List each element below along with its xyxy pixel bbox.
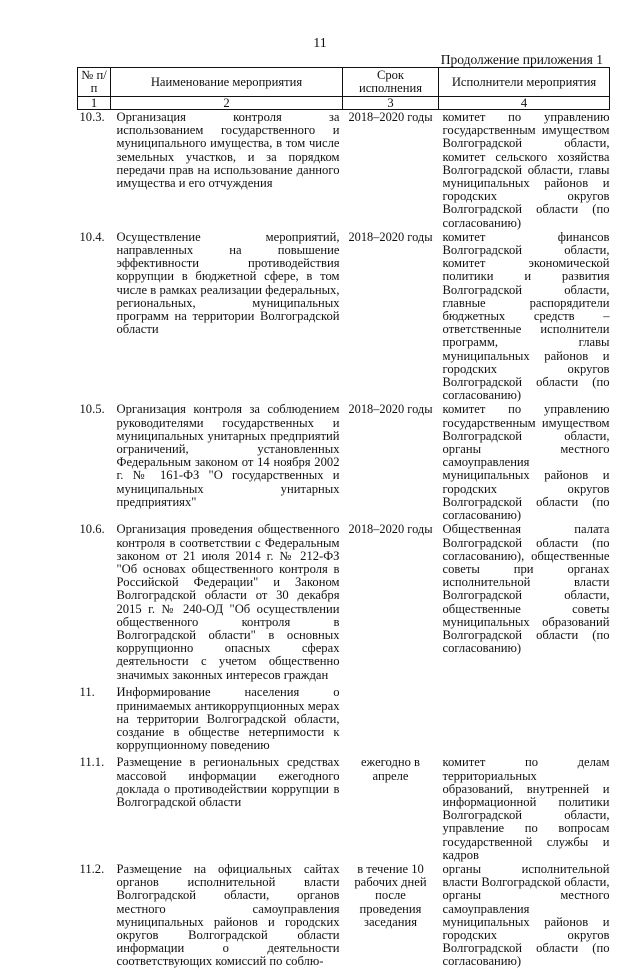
column-number: 2 (111, 97, 343, 110)
table-row (78, 402, 610, 522)
activities-table (77, 67, 610, 969)
activity-executors: комитет финансов Волгоградской области, комитет экономической политики и развития Волгоградской области, главные распорядители бюджетных средств – ответственные исполнители программ, главы муниципальных районов и городских округов Волгоградской области (по согласованию) (442, 229, 610, 403)
row-number: 10.4. (79, 229, 105, 244)
column-number: 4 (439, 97, 610, 110)
activity-executors: комитет по управлению государственным имуществом Волгоградской области, органы местного самоуправления муниципальных районов и городских округов Волгоградской области (по согласованию) (442, 402, 610, 523)
activity-executors: органы исполнительной власти Волгоградской области, органы местного самоуправления муниципальных районов и городских округов Волгоградской области (по согласованию) (442, 861, 610, 969)
activity-name: Организация контроля за соблюдением руководителями государственных и муниципальных унитарных предприятий ограничений, установленных Федеральным законом от 14 ноября 2002 г. № 161-ФЗ "О государственных и муниципальных унитарных предприятиях" (116, 402, 340, 509)
table-row (78, 230, 610, 403)
row-number: 11. (79, 685, 95, 700)
header-term: Срок исполнения (343, 68, 439, 97)
table-row (78, 110, 610, 230)
activity-name: Организация контроля за использованием государственного и муниципального имущества, в том числе земельных участков, и за порядком передачи прав на использование данного имущества и его отчуждения (116, 110, 340, 191)
header-executors: Исполнители мероприятия (439, 68, 610, 97)
activity-name: Осуществление мероприятий, направленных на повышение эффективности противодействия коррупции в бюджетной сфере, в том числе в рамках реализации федеральных, региональных, муниципальных программ на территории Волгоградской области (116, 229, 340, 337)
activity-name: Размещение в региональных средствах массовой информации ежегодного доклада о противодействии коррупции в Волгоградской области (116, 755, 340, 809)
column-number-row (78, 97, 610, 110)
page-number: 11 (313, 36, 327, 51)
table-row (78, 522, 610, 685)
row-number: 11.1. (79, 755, 105, 770)
column-number: 3 (343, 97, 439, 110)
table-row (78, 862, 610, 969)
continuation-note: Продолжение приложения 1 (440, 52, 603, 67)
header-num: № п/п (78, 68, 111, 97)
table-header-row (78, 68, 610, 97)
activity-executors: Общественная палата Волгоградской области (по согласованию), общественные советы при органах исполнительной власти Волгоградской области, общественные советы муниципальных образований Волгоградской области (по согласованию) (442, 522, 610, 656)
row-number: 11.2. (79, 861, 105, 876)
activity-term (343, 685, 439, 755)
activity-executors: комитет по делам территориальных образований, внутренней и информационной политики Волгоградской области, управление по вопросам государственной службы и кадров (442, 755, 610, 862)
header-name: Наименование мероприятия (111, 68, 343, 97)
activity-executors: комитет по управлению государственным имуществом Волгоградской области, комитет сельского хозяйства Волгоградской области, главы муниципальных районов и городских округов Волгоградской области (по согласованию) (442, 110, 610, 230)
activity-term: в течение 10 рабочих дней после проведения заседания (354, 861, 427, 929)
activity-name: Размещение на официальных сайтах органов исполнительной власти Волгоградской области, органов местного самоуправления муниципальных районов и городских округов Волгоградской области информации о деятельности соответствующих комиссий по соблю- (116, 861, 340, 969)
activity-term: 2018–2020 годы (348, 110, 433, 124)
activity-name: Организация проведения общественного контроля в соответствии с Федеральным законом от 21 июля 2014 г. № 212-ФЗ "Об основах общественного контроля в Российской Федерации" и Законом Волгоградской области от 30 декабря 2015 г. № 240-ОД "Об осуществлении общественного контроля в Волгоградской области" в основных коррупционно опасных сферах деятельности с учетом общественно значимых законных интересов граждан (116, 522, 340, 682)
activity-term: ежегодно в апреле (360, 755, 421, 783)
activity-executors (439, 685, 610, 755)
row-number: 10.6. (79, 522, 105, 537)
activity-term: 2018–2020 годы (348, 522, 433, 537)
row-number: 10.5. (79, 402, 105, 417)
table-row (78, 755, 610, 862)
activity-name: Информирование населения о принимаемых антикоррупционных мерах на территории Волгоградской области, создание в обществе нетерпимости к коррупционному поведению (116, 685, 340, 753)
activity-term: 2018–2020 годы (348, 229, 433, 244)
row-number: 10.3. (79, 110, 105, 124)
table-row (78, 685, 610, 755)
activity-term: 2018–2020 годы (348, 402, 433, 417)
column-number: 1 (78, 97, 111, 110)
